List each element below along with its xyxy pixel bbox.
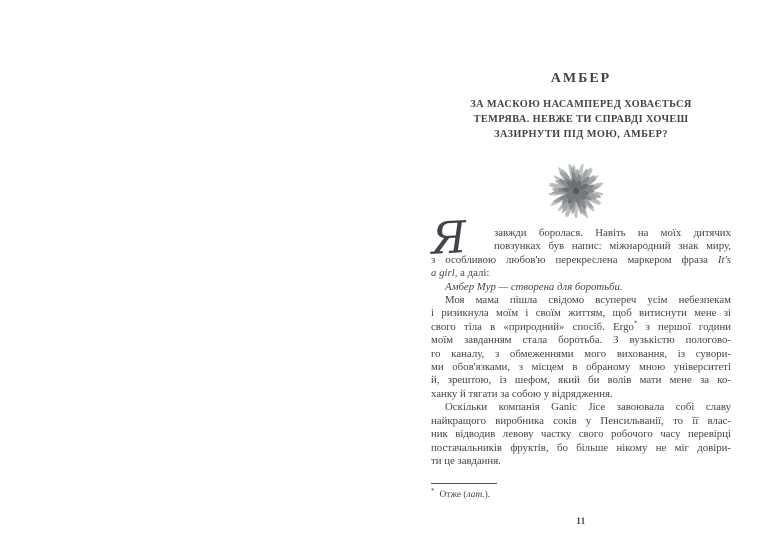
footnote-text-end: ). (484, 490, 491, 501)
footnote-text-latin: лат. (466, 490, 485, 501)
body-line (431, 428, 731, 441)
body-line-segment: го каналу, з обмеженнями мого виховання, із сувори- (431, 347, 731, 360)
body-line (431, 374, 731, 387)
body-line (431, 415, 731, 428)
body-line-segment: моїм завданням стала боротьба. З вузькістю пологово- (431, 334, 731, 347)
body-line (431, 334, 731, 347)
footnote-rule (431, 483, 497, 484)
body-line-segment: постачальників фруктів, бо більше нікому не міг довіри- (431, 441, 731, 454)
right-page (431, 0, 731, 556)
body-line (431, 307, 731, 320)
flower-icon (549, 164, 603, 218)
body-line (431, 227, 731, 240)
body-text (429, 212, 732, 468)
epigraph (421, 97, 741, 143)
body-line (431, 388, 731, 401)
body-line-segment: повзунках був напис: міжнародний знак миру, (494, 240, 731, 253)
footnote-marker: * (431, 487, 435, 495)
body-line-segment: a girl (431, 267, 455, 280)
epigraph-line: ТЕМРЯВА. НЕВЖЕ ТИ СПРАВДІ ХОЧЕШ (473, 114, 689, 126)
body-line-segment: й, зрештою, із шефом, який би волів мати мене за ко- (431, 374, 731, 387)
body-line-segment: It's (717, 253, 731, 266)
body-line-segment: і ризикнула моїм і своїм життям, щоб витиснути мене зі (431, 307, 731, 320)
body-line (431, 240, 731, 253)
body-line (431, 348, 731, 361)
body-line-segment: свого тіла в «природний» спосіб. Ergo (431, 320, 634, 333)
body-line-segment: , а далі: (454, 267, 490, 280)
body-line-segment: * (633, 319, 638, 328)
body-line (431, 401, 731, 414)
body-line (431, 294, 731, 307)
body-line-segment: найкращого виробника соків у Пенсильванії, то її влас- (431, 414, 731, 427)
chapter-title: АМБЕР (550, 71, 612, 86)
body-line (431, 281, 731, 294)
body-line-segment: з першої години (637, 320, 732, 333)
body-line (431, 267, 731, 280)
body-line-segment: ми обов'язками, з місцем в обраному мною університеті (431, 361, 731, 374)
epigraph-line: ЗА МАСКОЮ НАСАМПЕРЕД ХОВАЄТЬСЯ (470, 99, 692, 110)
body-line-segment: завжди боролася. Навіть на моїх дитячих (494, 227, 731, 239)
body-line (431, 254, 731, 267)
body-line-segment: ханку й тягати за собою у відрядження. (431, 387, 613, 400)
footnote-text: Отже ( (439, 490, 467, 501)
body-line-segment: Оскільки компанія Ganic Jice завоювала собі славу (445, 401, 731, 414)
body-line-segment: ти це завдання. (431, 454, 501, 467)
body-line-segment: ник відводив левову частку свого робочого часу перевірці (431, 428, 731, 441)
epigraph-line: ЗАЗИРНУТИ ПІД МОЮ, АМБЕР? (494, 129, 668, 141)
body-line-segment: Амбер Мур — створена для боротьби. (445, 280, 623, 293)
page-number: 11 (576, 516, 586, 526)
body-line (431, 321, 731, 334)
body-line-segment: з особливою любов'ю перекреслена маркером фраза (431, 253, 718, 266)
body-line-segment: Моя мама пішла свідомо всупереч усім небезпекам (445, 294, 731, 307)
footnote (431, 487, 490, 500)
drop-cap: Я (429, 212, 468, 265)
body-line (431, 455, 731, 468)
body-line (431, 442, 731, 455)
body-line (431, 361, 731, 374)
